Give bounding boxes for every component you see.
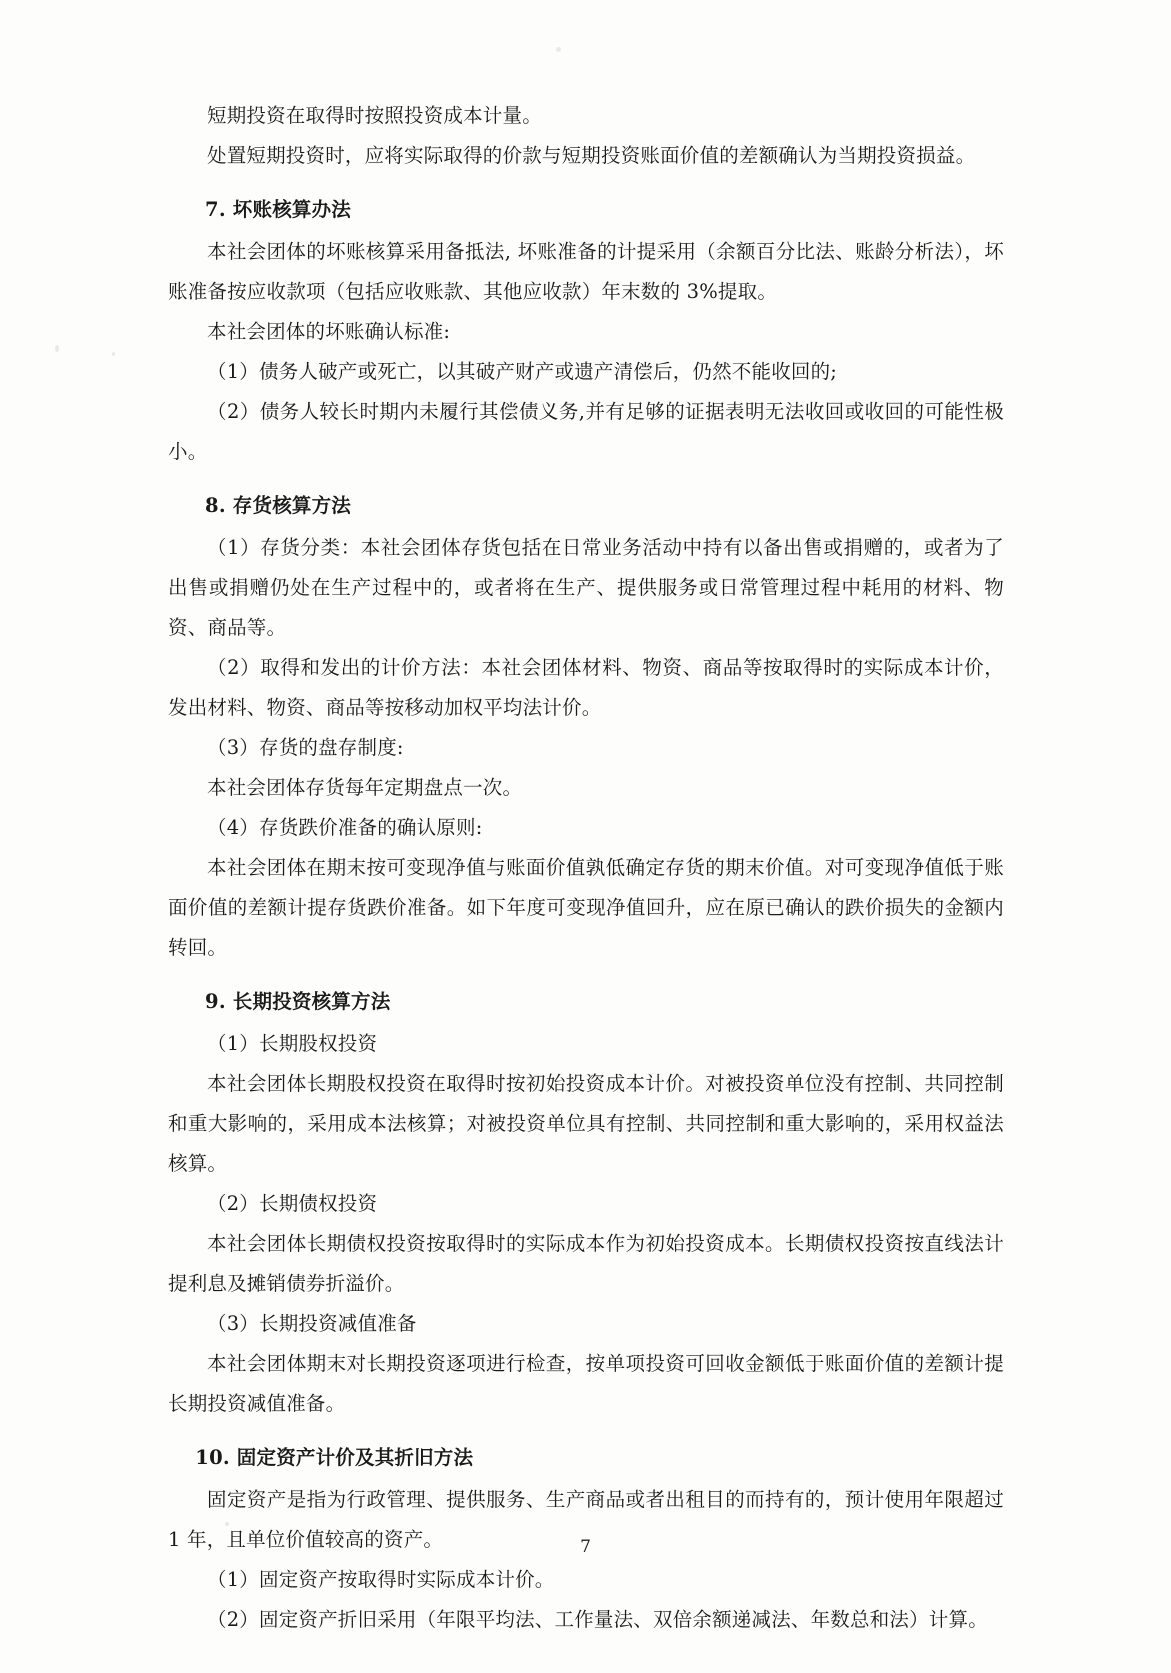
list-item: （1）债务人破产或死亡，以其破产财产或遗产清偿后，仍然不能收回的; <box>207 360 838 383</box>
paragraph: 本社会团体在期末按可变现净值与账面价值孰低确定存货的期末价值。对可变现净值低于账面价值的差额计提存货跌价准备。如下年度可变现净值回升，应在原已确认的跌价损失的金额内转回。 <box>168 856 1004 959</box>
scan-speckle <box>55 345 59 352</box>
list-item: （2）长期债权投资 <box>207 1192 378 1215</box>
section-heading-10: 10. 固定资产计价及其折旧方法 <box>195 1446 474 1469</box>
list-item: （2）固定资产折旧采用（年限平均法、工作量法、双倍余额递减法、年数总和法）计算。 <box>207 1608 988 1631</box>
list-item: （3）存货的盘存制度: <box>207 736 404 759</box>
list-item: （2）取得和发出的计价方法：本社会团体材料、物资、商品等按取得时的实际成本计价，发出材料、物资、商品等按移动加权平均法计价。 <box>168 656 1004 719</box>
document-body <box>168 96 1004 1640</box>
paragraph: 固定资产是指为行政管理、提供服务、生产商品或者出租目的而持有的，预计使用年限超过 1 年，且单位价值较高的资产。 <box>168 1488 1004 1551</box>
section-heading-8: 8. 存货核算方法 <box>205 494 351 517</box>
list-item: （1）固定资产按取得时实际成本计价。 <box>207 1568 555 1591</box>
section-heading-7: 7. 坏账核算办法 <box>205 198 351 221</box>
section-heading-9: 9. 长期投资核算方法 <box>205 990 391 1013</box>
paragraph: 本社会团体的坏账核算采用备抵法, 坏账准备的计提采用（余额百分比法、账龄分析法），坏账准备按应收款项（包括应收账款、其他应收款）年末数的 3%提取。 <box>168 240 1004 303</box>
paragraph: 本社会团体长期股权投资在取得时按初始投资成本计价。对被投资单位没有控制、共同控制和重大影响的，采用成本法核算；对被投资单位具有控制、共同控制和重大影响的，采用权益法核算。 <box>168 1072 1004 1175</box>
paragraph: 处置短期投资时，应将实际取得的价款与短期投资账面价值的差额确认为当期投资损益。 <box>207 144 976 167</box>
list-item: （3）长期投资减值准备 <box>207 1312 417 1335</box>
list-item: （1）长期股权投资 <box>207 1032 378 1055</box>
paragraph: 短期投资在取得时按照投资成本计量。 <box>207 104 542 127</box>
list-item: （1）存货分类：本社会团体存货包括在日常业务活动中持有以备出售或捐赠的，或者为了出售或捐赠仍处在生产过程中的，或者将在生产、提供服务或日常管理过程中耗用的材料、物资、商品等。 <box>168 536 1004 639</box>
list-item: （2）债务人较长时期内未履行其偿债义务,并有足够的证据表明无法收回或收回的可能性极小。 <box>168 400 1004 463</box>
scan-speckle <box>112 352 115 356</box>
list-item: （4）存货跌价准备的确认原则: <box>207 816 483 839</box>
paragraph: 本社会团体长期债权投资按取得时的实际成本作为初始投资成本。长期债权投资按直线法计提利息及摊销债券折溢价。 <box>168 1232 1004 1295</box>
scan-speckle <box>556 47 561 52</box>
paragraph: 本社会团体期末对长期投资逐项进行检查，按单项投资可回收金额低于账面价值的差额计提长期投资减值准备。 <box>168 1352 1004 1415</box>
paragraph: 本社会团体存货每年定期盘点一次。 <box>207 776 523 799</box>
page-number: 7 <box>580 1537 591 1557</box>
paragraph: 本社会团体的坏账确认标准: <box>207 320 451 343</box>
